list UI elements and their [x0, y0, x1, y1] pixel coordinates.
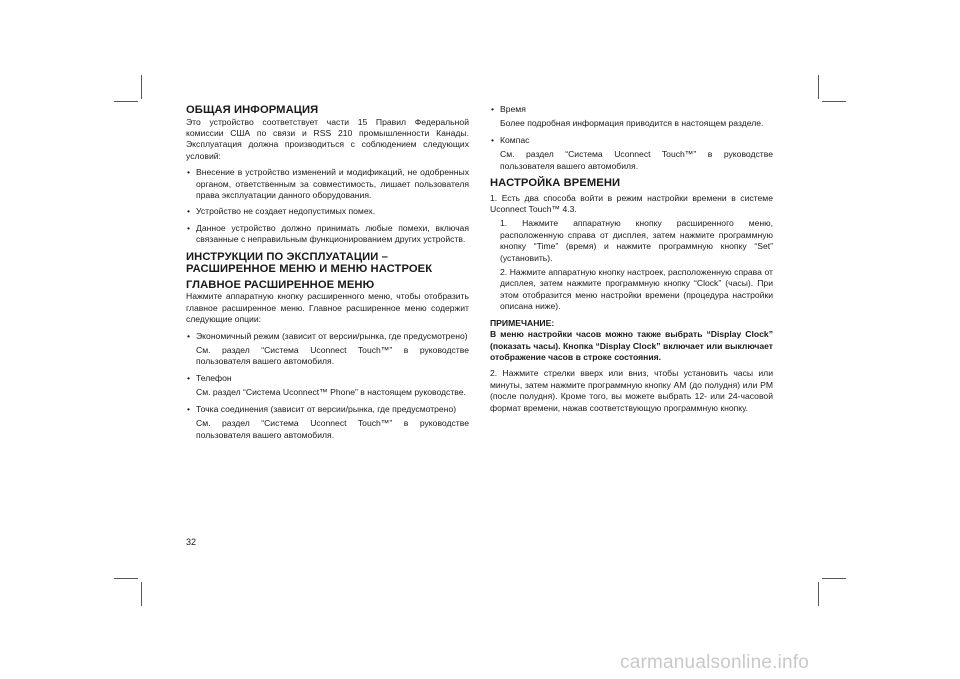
- crop-mark-bl-h: [114, 578, 138, 579]
- main-menu-intro: Нажмите аппаратную кнопку расширенного меню, чтобы отобразить главное расширенное меню. Главное расширенное меню содержит следующие опции:: [186, 291, 469, 325]
- time-setting-intro: 1. Есть два способа войти в режим настройки времени в системе Uconnect Touch™ 4.3.: [490, 192, 773, 215]
- menu-option-note: См. раздел “Система Uconnect™ Phone” в настоящем руководстве.: [196, 387, 466, 398]
- menu-option-label: • Телефон: [186, 373, 469, 384]
- watermark-text: carmanualsonline.info: [620, 652, 810, 673]
- crop-mark-tr-h: [822, 101, 846, 102]
- menu-option-label: • Точка соединения (зависит от версии/рынка, где предусмотрено): [186, 404, 469, 415]
- time-final-step: 2. Нажмите стрелки вверх или вниз, чтобы установить часы или минуты, затем нажмите программную кнопку AM (до полудня) или PM (после полудня). Кроме того, вы можете выбрать 12- или 24-часовой формат времени, нажав соответствующую программную кнопку.: [490, 368, 773, 413]
- time-setting-heading: НАСТРОЙКА ВРЕМЕНИ: [490, 177, 621, 190]
- crop-mark-tr-v: [818, 75, 819, 99]
- menu-option-note: См. раздел “Система Uconnect Touch™” в руководстве пользователя вашего автомобиля.: [196, 345, 469, 367]
- time-step-1: 1. Нажмите аппаратную кнопку расширенного меню, расположенную справа от дисплея, затем нажмите программную кнопку “Time” (время) и нажмите программную кнопку “Set” (установить).: [500, 218, 773, 263]
- condition-item: • Внесение в устройство изменений и модификаций, не одобренных органом, ответственным за совместимость, лишает пользователя права эксплуатации данного оборудования.: [186, 167, 469, 201]
- main-menu-heading: ГЛАВНОЕ РАСШИРЕННОЕ МЕНЮ: [186, 278, 375, 291]
- crop-mark-br-h: [822, 578, 846, 579]
- menu-option-note: См. раздел “Система Uconnect Touch™” в руководстве пользователя вашего автомобиля.: [196, 418, 469, 440]
- menu-option-label: • Время: [490, 104, 773, 115]
- general-info-heading: ОБЩАЯ ИНФОРМАЦИЯ: [186, 104, 319, 116]
- crop-mark-tl-h: [114, 101, 138, 102]
- menu-option-label: • Экономичный режим (зависит от версии/рынка, где предусмотрено): [186, 331, 469, 342]
- menu-option-note: Более подробная информация приводится в настоящем разделе.: [500, 118, 764, 129]
- left-column: [186, 104, 469, 441]
- note-title: ПРИМЕЧАНИЕ:: [490, 317, 555, 328]
- time-step-2: 2. Нажмите аппаратную кнопку настроек, расположенную справа от дисплея, затем нажмите программную кнопку “Clock” (часы). При этом отобразится меню настройки времени (процедура настройки описана ниже).: [500, 267, 773, 312]
- page-number: 32: [186, 537, 197, 547]
- condition-item: • Данное устройство должно принимать любые помехи, включая связанные с неправильным функционированием других устройств.: [186, 223, 469, 246]
- note-text: В меню настройки часов можно также выбрать “Display Clock” (показать часы). Кнопка “Display Clock” включает или выключает отображение часов в строке состояния.: [490, 329, 773, 362]
- condition-item: • Устройство не создает недопустимых помех.: [186, 206, 469, 217]
- right-column: [490, 104, 773, 414]
- general-info-intro: Это устройство соответствует части 15 Правил Федеральной комиссии США по связи и RSS 210 промышленности Канады. Эксплуатация должна производиться с соблюдением следующих условий:: [186, 116, 469, 161]
- menu-option-note: См. раздел “Система Uconnect Touch™” в руководстве пользователя вашего автомобиля.: [500, 149, 773, 171]
- crop-mark-br-v: [818, 582, 819, 606]
- instructions-heading: ИНСТРУКЦИИ ПО ЭКСПЛУАТАЦИИ – РАСШИРЕННОЕ МЕНЮ И МЕНЮ НАСТРОЕК: [186, 250, 433, 276]
- crop-mark-bl-v: [141, 582, 142, 606]
- menu-option-label: • Компас: [490, 135, 773, 146]
- crop-mark-tl-v: [141, 75, 142, 99]
